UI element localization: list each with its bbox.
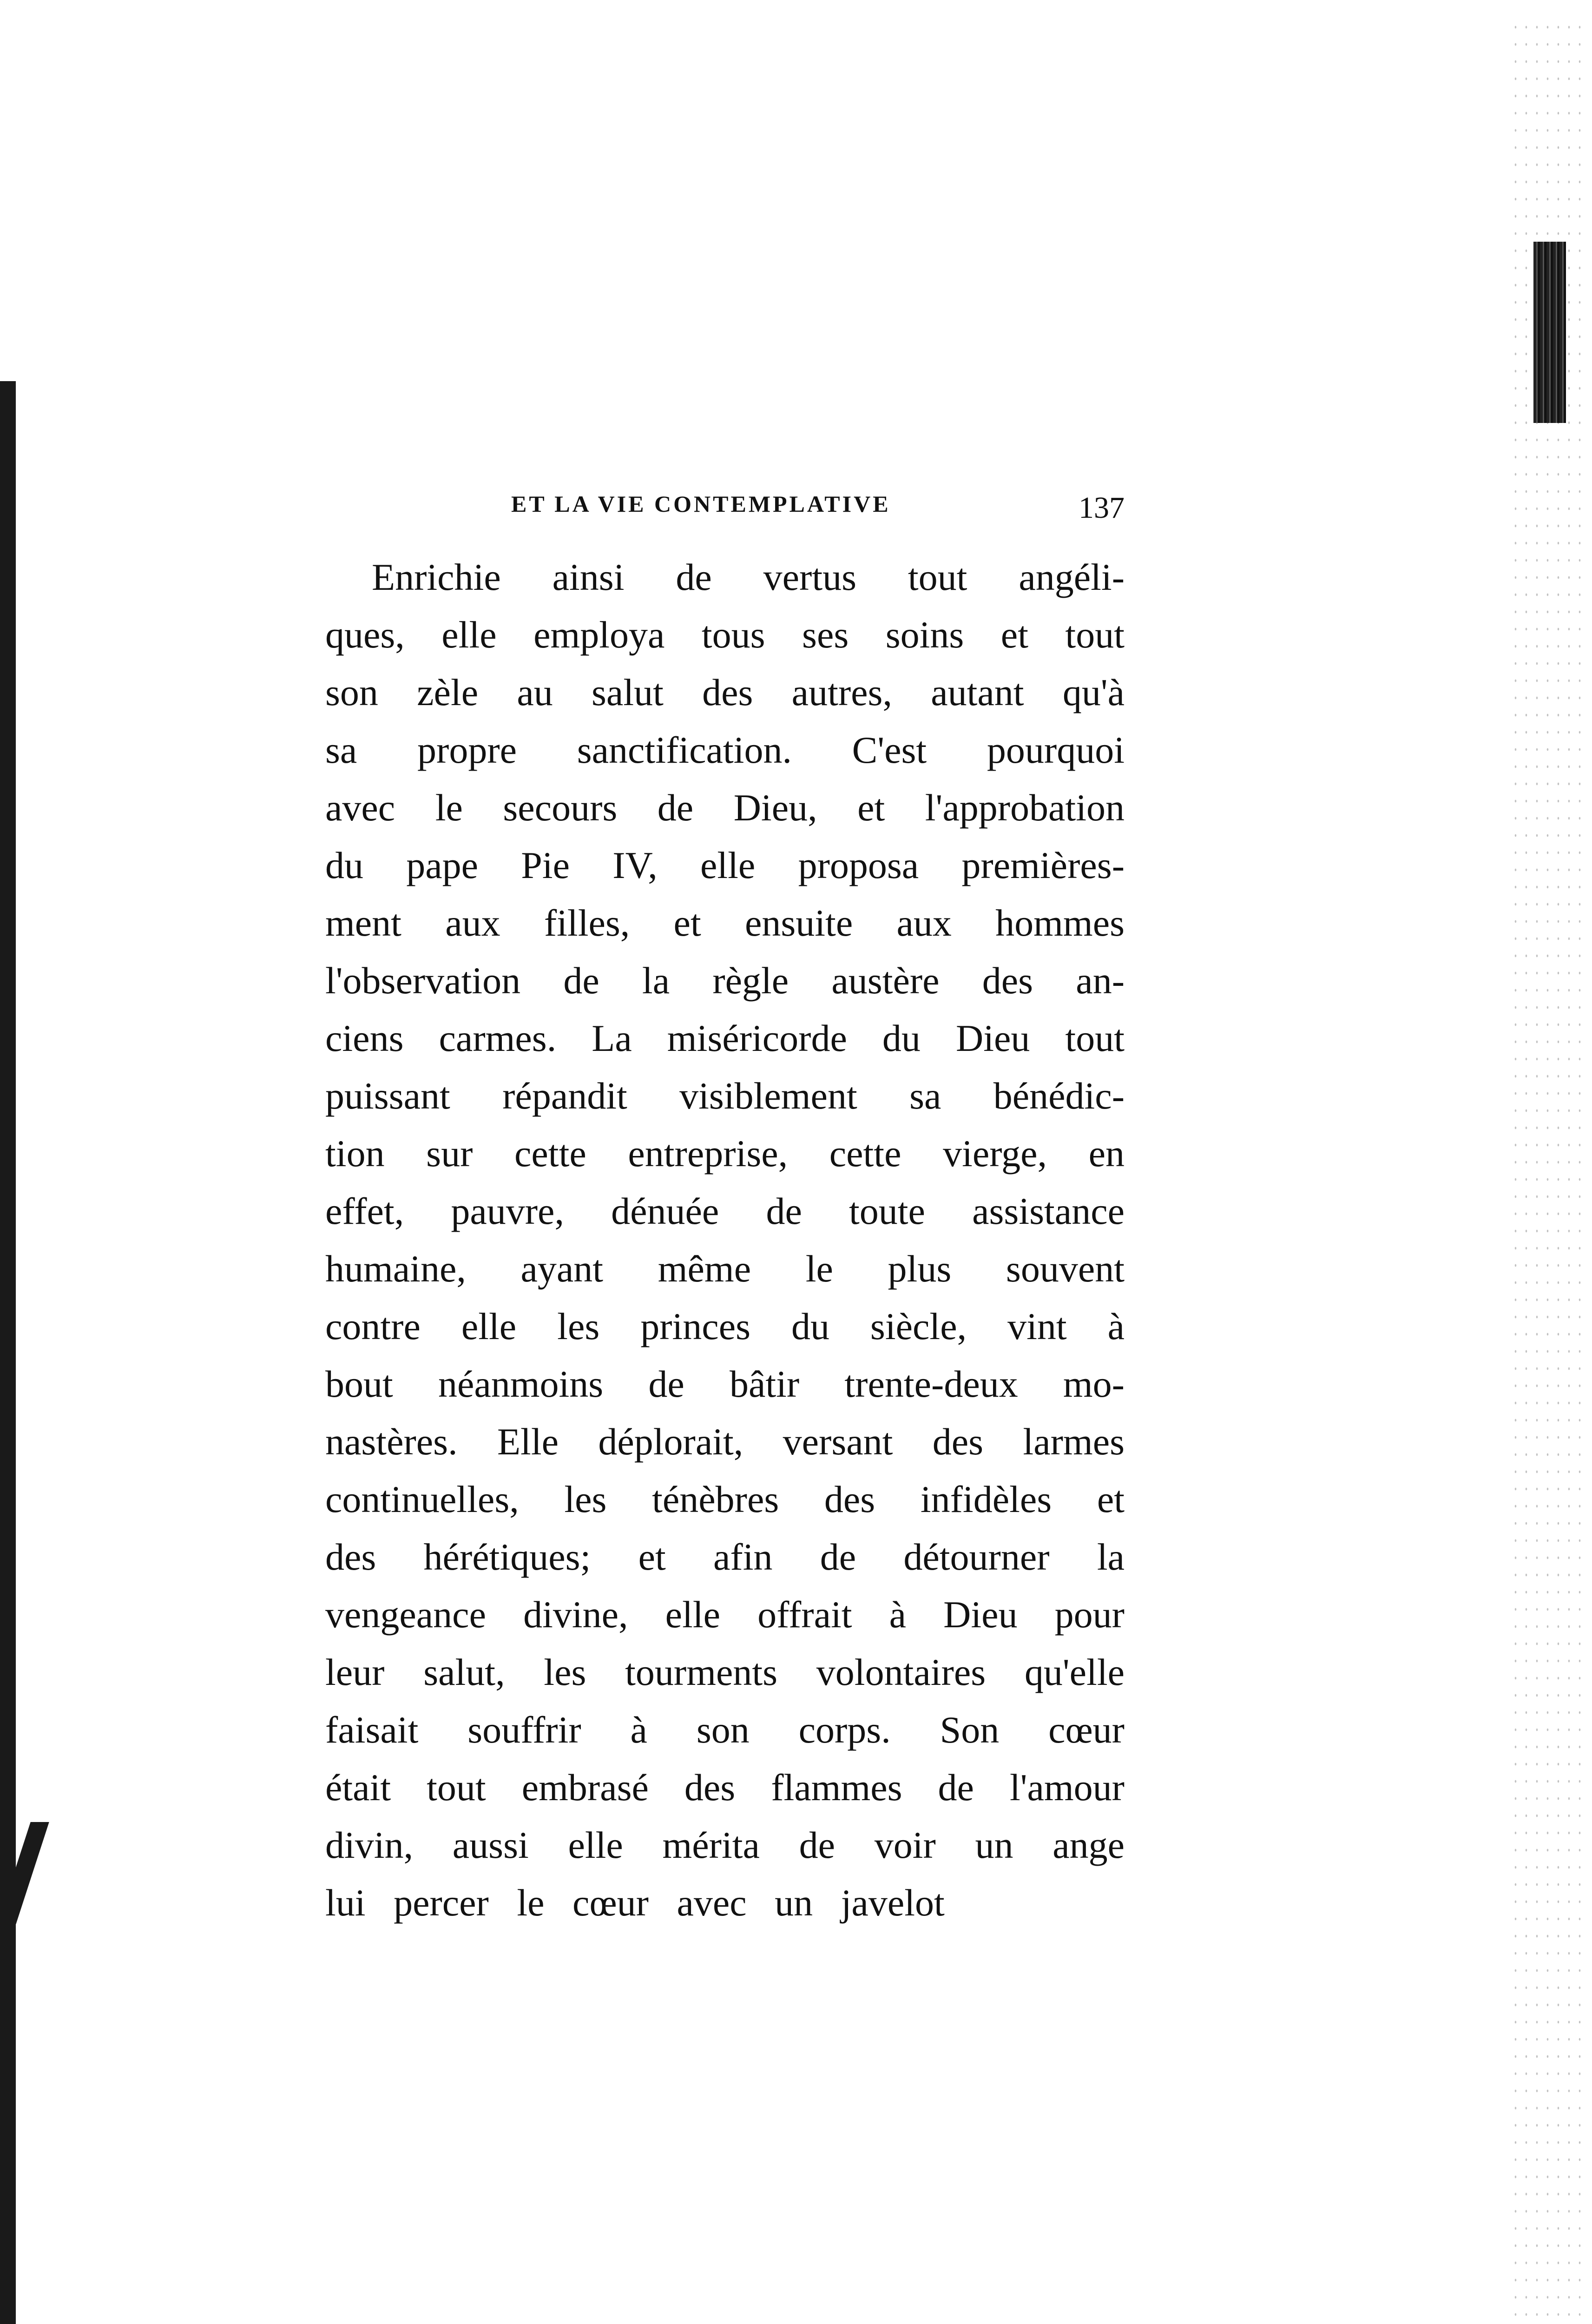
scan-edge-left bbox=[0, 381, 16, 2324]
text-line: Enrichie ainsi de vertus tout angéli- bbox=[372, 556, 1125, 598]
text-line: ciens carmes. La miséricorde du Dieu tout bbox=[325, 1017, 1125, 1059]
text-line: l'observation de la règle austère des an- bbox=[325, 959, 1125, 1002]
text-line: sa propre sanctification. C'est pourquoi bbox=[325, 729, 1125, 771]
body-text bbox=[325, 548, 1125, 1932]
text-line: du pape Pie IV, elle proposa premières- bbox=[325, 844, 1125, 886]
text-line: ques, elle employa tous ses soins et tout bbox=[325, 614, 1125, 656]
text-line: continuelles, les ténèbres des infidèles et bbox=[325, 1478, 1125, 1520]
running-title: ET LA VIE CONTEMPLATIVE bbox=[511, 491, 891, 517]
text-line: vengeance divine, elle offrait à Dieu pour bbox=[325, 1593, 1125, 1636]
text-line: nastères. Elle déplorait, versant des larmes bbox=[325, 1420, 1125, 1463]
text-line: tion sur cette entreprise, cette vierge, en bbox=[325, 1132, 1125, 1175]
text-line: humaine, ayant même le plus souvent bbox=[325, 1248, 1125, 1290]
text-line: avec le secours de Dieu, et l'approbation bbox=[325, 786, 1125, 829]
text-line: divin, aussi elle mérita de voir un ange bbox=[325, 1824, 1125, 1866]
text-line: puissant répandit visiblement sa bénédic- bbox=[325, 1075, 1125, 1117]
text-line: ment aux filles, et ensuite aux hommes bbox=[325, 902, 1125, 944]
scan-edge-right-block bbox=[1533, 242, 1566, 423]
running-head bbox=[325, 490, 1125, 528]
text-line: lui percer le cœur avec un javelot bbox=[325, 1882, 945, 1924]
page-number: 137 bbox=[1079, 491, 1125, 525]
text-line: faisait souffrir à son corps. Son cœur bbox=[325, 1709, 1125, 1751]
text-line: bout néanmoins de bâtir trente-deux mo- bbox=[325, 1363, 1125, 1405]
text-line: effet, pauvre, dénuée de toute assistance bbox=[325, 1190, 1125, 1232]
text-line: son zèle au salut des autres, autant qu'à bbox=[325, 671, 1125, 713]
text-line: contre elle les princes du siècle, vint à bbox=[325, 1305, 1125, 1347]
text-line: leur salut, les tourments volontaires qu'elle bbox=[325, 1651, 1125, 1693]
text-line: des hérétiques; et afin de détourner la bbox=[325, 1536, 1125, 1578]
text-line: était tout embrasé des flammes de l'amour bbox=[325, 1766, 1125, 1809]
